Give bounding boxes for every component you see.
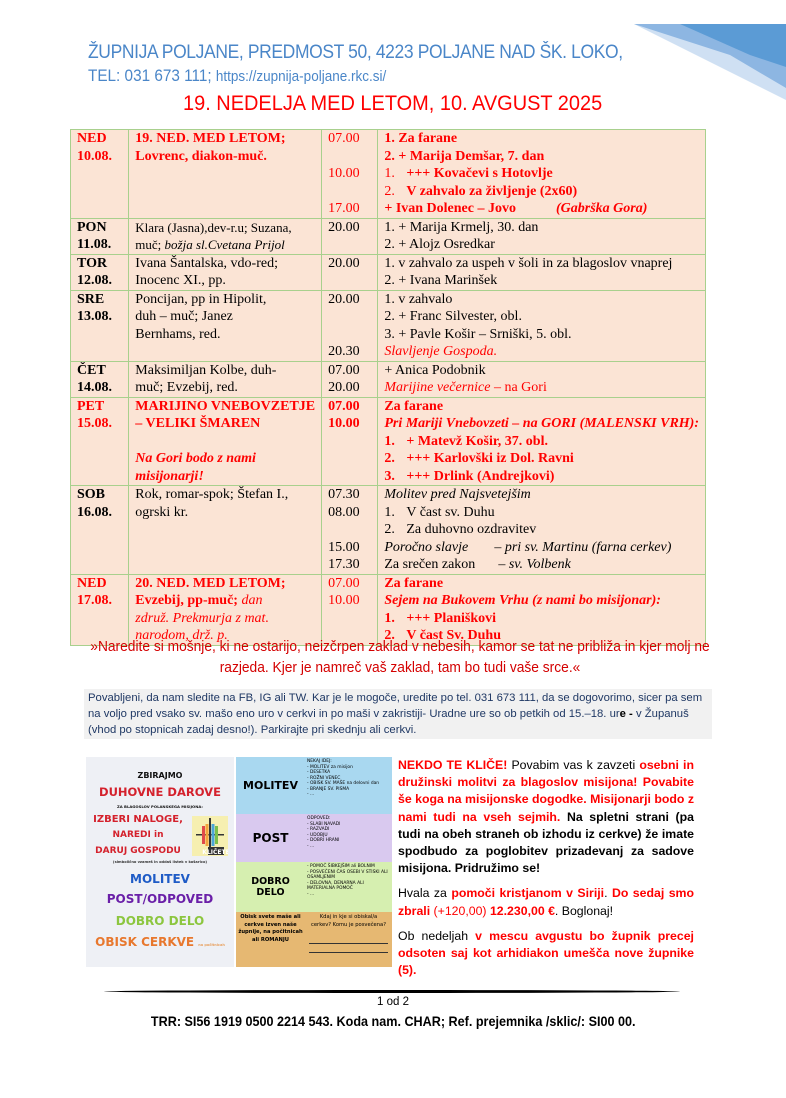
saint-line: narodom, drž. p. <box>135 628 228 643</box>
mass-schedule-table <box>70 129 706 646</box>
mass-time: 07.00 <box>328 131 360 146</box>
day-date: 15.08. <box>77 416 112 431</box>
table-row <box>71 397 706 486</box>
intention: Poročno slavje – pri sv. Martinu (farna cerkev) <box>384 539 672 555</box>
intention: 2. +++ Karlovški iz Dol. Ravni <box>384 451 574 466</box>
intention: 1. + Marija Krmelj, 30. dan <box>384 219 539 235</box>
saint-line: Inocenc XI., pp. <box>135 273 226 288</box>
corner-decoration <box>620 0 786 100</box>
mass-time: 10.00 <box>328 416 360 431</box>
mass-time: 07.00 <box>328 398 360 414</box>
mission-announcement: NEKDO TE KLIČE! Povabim vas k zavzeti osebni in družinski molitvi za blagoslov misijona! Povabite še koga na misijonske dogodke. Misijonarji bodo z nami tudi na vseh sejmih. Na spletni strani (pa tudi na obeh straneh ob izhodu iz cerkve) že imate spodbudo za poglobitev prizadevanj za sadove misijona. Pridružimo se! <box>398 758 695 876</box>
mass-time: 20.00 <box>328 291 360 307</box>
intention: Za srečen zakon – sv. Volbenk <box>384 557 571 572</box>
day-date: 10.08. <box>77 148 112 164</box>
table-row <box>71 486 706 575</box>
intention: 1. Za farane <box>384 131 458 146</box>
task-obisk-question: Kdaj in kje si obiskal/a cerkev? Komu je posvečena? <box>305 912 392 967</box>
day-date: 14.08. <box>77 380 112 395</box>
office-hours-notice: Povabljeni, da nam sledite na FB, IG ali TW. Kar je le mogoče, uredite po tel. 031 673 111, da se dogovorimo, sicer pa sem na voljo pred vsako sv. mašo eno uro v cerkvi in po maši v zakristiji- Uradne ure so ob petkih od 15.–18. ure - v Županuš (vhod po stopnicah zadaj desno!). Parkirajte pri skednju ali cerkvi. <box>84 689 712 739</box>
mass-time: 20.30 <box>328 344 360 359</box>
intention: Za farane <box>384 575 444 591</box>
mass-time: 20.00 <box>328 255 360 271</box>
task-post: POST <box>236 814 305 862</box>
intention: 2. + Marija Demšar, 7. dan <box>384 148 545 164</box>
saint-line: Na Gori bodo z nami <box>135 451 256 466</box>
intention: 1. v zahvalo <box>384 291 453 307</box>
intention: 2. Za duhovno ozdravitev <box>384 522 537 537</box>
saint-line: ogrski kr. <box>135 504 189 520</box>
saint-line: duh – muč; Janez <box>135 309 233 324</box>
saint-line: muč; Evzebij, red. <box>135 380 238 395</box>
saint-line: Maksimiljan Kolbe, duh- <box>135 362 277 378</box>
intention: Molitev pred Najsvetejšim <box>384 487 531 502</box>
table-row <box>71 130 706 219</box>
mass-time: 07.30 <box>328 487 360 502</box>
day-name: TOR <box>77 255 108 271</box>
parish-phone: TEL: 031 673 111; <box>88 66 216 85</box>
intention: 2. + Franc Silvester, obl. <box>384 309 522 324</box>
bible-quote: »Naredite si mošnje, ki ne ostarijo, neizčrpen zaklad v nebesih, kamor se tat ne približa in kjer molj ne razjeda. Kjer je namreč vaš zaklad, tam bo tudi vaše srce.« <box>90 639 710 676</box>
day-name: NED <box>77 131 107 146</box>
poster-molitev: MOLITEV <box>130 872 190 886</box>
task-post-ideas: ODPOVED: - SLABI NAVADI - RAZVADI - UDOBJU - DOBRI HRANI - ... <box>305 814 392 862</box>
intention: 1. +++ Planiškovi <box>384 610 497 626</box>
day-name: SRE <box>77 291 105 307</box>
mass-time: 07.00 <box>328 575 360 591</box>
intention: 3. + Pavle Košir – Srniški, 5. obl. <box>384 326 572 342</box>
task-obisk: Obisk svete maše ali cerkve izven naše župnije, na počitnicah ali ROMANJU <box>236 912 305 967</box>
table-row <box>71 254 706 290</box>
saint-line: 20. NED. MED LETOM; <box>135 575 286 591</box>
saint-line: Rok, romar-spok; Štefan I., <box>135 487 289 502</box>
intention: 1. +++ Kovačevi s Hotovlje <box>384 166 553 181</box>
intention: Slavljenje Gospoda. <box>384 344 498 359</box>
day-date: 11.08. <box>77 237 112 252</box>
parish-website-link[interactable]: https://zupnija-poljane.rkc.si/ <box>215 68 387 85</box>
saint-line: – VELIKI ŠMAREN <box>135 416 261 431</box>
intention: Sejem na Bukovem Vrhu (z nami bo misijonar): <box>384 593 661 608</box>
mass-time: 10.00 <box>328 166 360 181</box>
saint-line: Poncijan, pp in Hipolit, <box>135 291 267 307</box>
announcements <box>398 757 694 987</box>
mass-time: 07.00 <box>328 362 360 378</box>
intention: 1. + Matevž Košir, 37. obl. <box>384 433 548 449</box>
day-date: 16.08. <box>77 504 112 520</box>
saint-line: Bernhams, red. <box>135 326 221 342</box>
mass-time: 08.00 <box>328 504 360 520</box>
intention: 2. V čast Sv. Duhu <box>384 628 502 643</box>
day-date: 13.08. <box>77 309 112 324</box>
spiritual-gifts-poster <box>86 757 234 967</box>
intention: 3. +++ Drlink (Andrejkovi) <box>384 468 555 484</box>
spiritual-tasks-grid <box>236 757 392 967</box>
poster-line: IZBERI NALOGE, <box>93 814 183 825</box>
task-molitev: MOLITEV <box>236 757 305 814</box>
day-date: 17.08. <box>77 593 112 608</box>
saint-line: MARIJINO VNEBOVZETJE <box>135 398 316 414</box>
svg-text:KLIČETE: KLIČETE <box>202 849 228 856</box>
task-dobro-delo: DOBRO DELO <box>236 862 305 912</box>
saint-line: Ivana Šantalska, vdo-red; <box>135 255 278 271</box>
mass-time: 15.00 <box>328 539 360 555</box>
intention: Marijine večernice – na Gori <box>384 380 547 395</box>
table-row <box>71 290 706 361</box>
saint-line: Evzebij, pp-muč; dan <box>135 593 263 608</box>
intention: 2. V zahvalo za življenje (2x60) <box>384 183 578 199</box>
table-row <box>71 574 706 645</box>
bank-details: TRR: SI56 1919 0500 2214 543. Koda nam. CHAR; Ref. prejemnika /sklic/: SI00 00. <box>150 1013 636 1029</box>
mass-time: 17.30 <box>328 557 360 572</box>
parish-contact <box>88 66 386 86</box>
poster-post: POST/ODPOVED <box>106 892 214 906</box>
day-name: PON <box>77 219 107 235</box>
saint-line: združ. Prekmurja z mat. <box>135 610 269 626</box>
day-name: ČET <box>77 362 106 378</box>
saint-line: muč; božja sl.Cvetana Prijol <box>135 237 285 252</box>
mass-time: 20.00 <box>328 380 360 395</box>
poster-line: NAREDI in <box>112 830 164 840</box>
page-number: 1 od 2 <box>377 996 409 1008</box>
footer-divider <box>104 990 680 993</box>
kliceте-logo-icon <box>192 816 228 856</box>
task-dobro-delo-ideas: - POMOČ ŠIBKEJŠIM ali BOLNIM - POSVEČENI ČAS OSEBI V STISKI ALI OSAMLJENIM - DELOVNA, DENARNA ALI MATERIALNA POMOČ - ... <box>305 862 392 912</box>
intention: 2. + Alojz Osredkar <box>384 237 495 252</box>
intention: Za farane <box>384 398 444 414</box>
day-name: SOB <box>77 487 106 502</box>
intention: + Ivan Dolenec – Jovo (Gabrška Gora) <box>384 201 648 216</box>
table-row <box>71 361 706 397</box>
mass-time: 10.00 <box>328 593 360 608</box>
intention: 1. V čast sv. Duhu <box>384 504 495 520</box>
priest-absence-announcement: Ob nedeljah v mescu avgustu bo župnik precej odsoten saj kot arhidiakon umešča nove župnike (5). <box>398 928 694 978</box>
poster-obisk: OBISK CERKVE na počitnicah <box>95 935 225 949</box>
poster-dobro-delo: DOBRO DELO <box>115 914 205 928</box>
parish-address: ŽUPNIJA POLJANE, PREDMOST 50, 4223 POLJANE NAD ŠK. LOKO, <box>88 42 623 63</box>
day-name: PET <box>77 398 105 414</box>
poster-subtitle: ZA BLAGOSLOV POLANSKEGA MISIJONA: <box>117 804 203 809</box>
saint-line: 19. NED. MED LETOM; <box>135 131 286 146</box>
intention: + Anica Podobnik <box>384 362 486 378</box>
syria-donation-announcement: Hvala za pomoči kristjanom v Siriji. Do sedaj smo zbrali (+120,00) 12.230,00 €. Boglonaj! <box>398 886 694 918</box>
page-title: 19. NEDELJA MED LETOM, 10. AVGUST 2025 <box>183 92 603 115</box>
saint-line: Lovrenc, diakon-muč. <box>135 148 267 164</box>
day-date: 12.08. <box>77 273 112 288</box>
table-row <box>71 218 706 254</box>
mass-time: 17.00 <box>328 201 360 216</box>
intention: 2. + Ivana Marinšek <box>384 273 498 288</box>
poster-heading: ZBIRAJMO <box>137 771 183 780</box>
day-name: NED <box>77 575 107 591</box>
mass-time: 20.00 <box>328 219 360 235</box>
saint-line: Klara (Jasna),dev-r.u; Suzana, <box>135 219 292 235</box>
intention: Pri Mariji Vnebovzeti – na GORI (MALENSKI VRH): <box>384 416 699 431</box>
saint-line: misijonarji! <box>135 468 204 484</box>
poster-title: DUHOVNE DAROVE <box>99 785 221 799</box>
task-molitev-ideas: NEKAJ IDEJ: - MOLITEV za misijon - DESETKA - ROŽNI VENEC - OBISK SV. MAŠE na delovni dan - BRANJE SV. PISMA - ... <box>305 757 392 814</box>
poster-line: DARUJ GOSPODU <box>95 846 181 856</box>
poster-note: (simbolično vzameš in oddaš listek v košarico) <box>112 860 208 864</box>
intention: 1. v zahvalo za uspeh v šoli in za blagoslov vnaprej <box>384 255 673 271</box>
